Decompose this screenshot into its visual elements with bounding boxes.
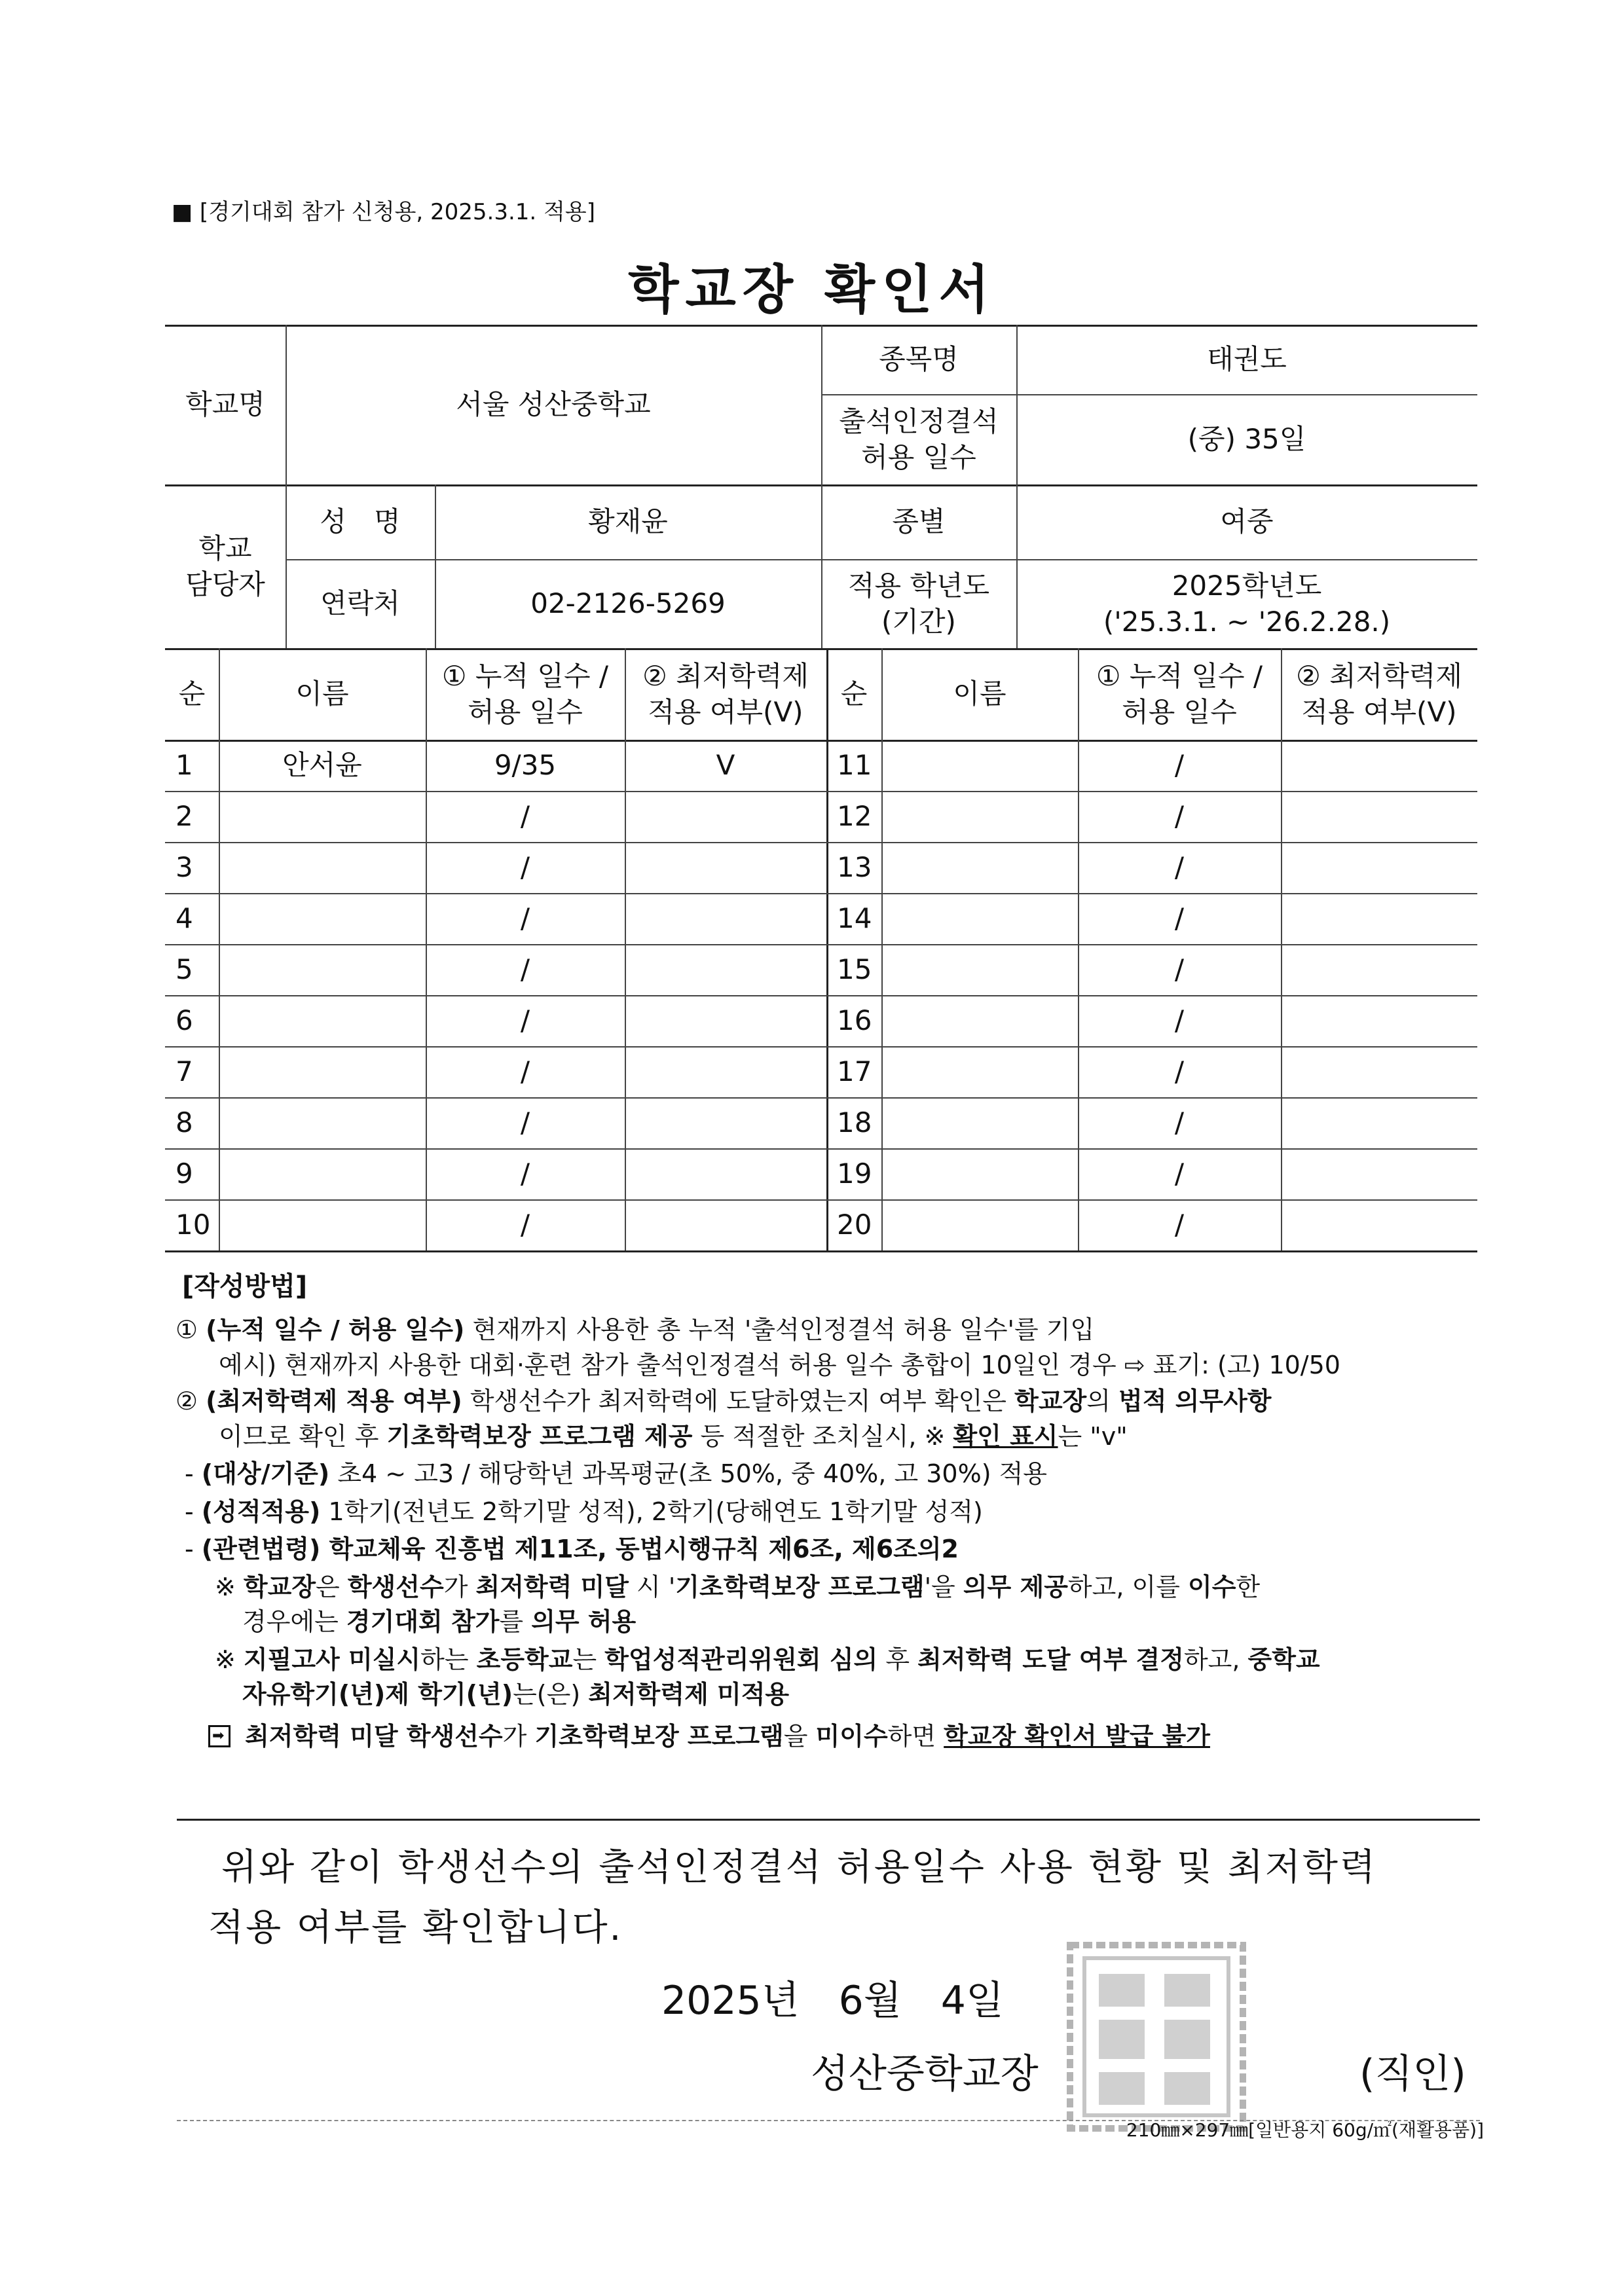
cumulative-days: / xyxy=(520,1209,530,1241)
athlete-name xyxy=(219,1046,426,1097)
note-1-example: 예시) 현재까지 사용한 대회·훈련 참가 출석인정결석 허용 일수 총합이 10일인 경우 ⇨ 표기: (고) 10/50 xyxy=(219,1350,1340,1379)
category-value: 여중 xyxy=(1220,505,1274,538)
athlete-name xyxy=(219,842,426,893)
min-academic-check xyxy=(625,944,826,995)
row-number: 10 xyxy=(175,1209,211,1241)
cumulative-days: / xyxy=(520,1106,530,1139)
min-academic-check xyxy=(1281,791,1477,842)
row-number: 16 xyxy=(837,1004,872,1037)
athlete-name xyxy=(881,1148,1078,1199)
min-academic-check xyxy=(1281,1097,1477,1148)
athlete-name xyxy=(881,995,1078,1046)
row-number: 13 xyxy=(837,851,872,884)
contact-value: 02-2126-5269 xyxy=(530,587,726,620)
cumulative-days: / xyxy=(1174,953,1185,986)
min-academic-check xyxy=(1281,842,1477,893)
row-number: 2 xyxy=(175,800,193,833)
cumulative-days: / xyxy=(1174,1106,1185,1139)
contact-label: 연락처 xyxy=(320,587,400,620)
allowed-days-label: 출석인정결석 허용 일수 xyxy=(839,405,999,473)
min-academic-check xyxy=(625,893,826,944)
instructions-heading: [작성방법] xyxy=(182,1271,308,1302)
athlete-name xyxy=(219,1199,426,1250)
athlete-name xyxy=(219,1148,426,1199)
category-label: 종별 xyxy=(892,505,946,538)
remark-1-line2: 경우에는 경기대회 참가를 의무 허용 xyxy=(242,1607,637,1636)
athlete-name xyxy=(881,1046,1078,1097)
athlete-name xyxy=(881,842,1078,893)
note-2: ② (최저학력제 적용 여부) 학생선수가 최저학력에 도달하였는지 여부 확인은 학교장의 법적 의무사항 xyxy=(175,1387,1272,1415)
row-number: 12 xyxy=(837,800,872,833)
row-number: 11 xyxy=(837,749,872,782)
row-number: 6 xyxy=(175,1004,193,1037)
issue-date: 2025년 6월 4일 xyxy=(661,1978,1004,2024)
row-number: 17 xyxy=(837,1055,872,1088)
col-header-days: ① 누적 일수 / 허용 일수 xyxy=(441,659,609,728)
manager-name-label: 성 명 xyxy=(320,505,401,538)
note-2-line2: 이므로 확인 후 기초학력보장 프로그램 제공 등 적절한 조치실시, ※ 확인 표시는 "v" xyxy=(219,1421,1128,1451)
cumulative-days: / xyxy=(520,800,530,833)
col-header-no: 순 xyxy=(840,678,868,710)
cumulative-days: / xyxy=(1174,1157,1185,1190)
athlete-name xyxy=(219,791,426,842)
cumulative-days: / xyxy=(520,1004,530,1037)
school-name-value: 서울 성산중학교 xyxy=(456,388,651,421)
min-academic-check xyxy=(1281,740,1477,791)
allowed-days-value: (중) 35일 xyxy=(1187,423,1306,456)
min-academic-check xyxy=(1281,1046,1477,1097)
document-title: 학교장 확인서 xyxy=(628,259,996,320)
col-header-days: ① 누적 일수 / 허용 일수 xyxy=(1096,659,1263,728)
cumulative-days: / xyxy=(520,851,530,884)
min-academic-check xyxy=(625,791,826,842)
school-name-label: 학교명 xyxy=(185,388,265,421)
row-number: 14 xyxy=(837,902,872,935)
col-header-no: 순 xyxy=(178,678,206,710)
applied-year-label: 적용 학년도 (기간) xyxy=(847,569,990,638)
form-usage-tag: ■ [경기대회 참가 신청용, 2025.3.1. 적용] xyxy=(172,199,595,225)
confirmation-line-1: 위와 같이 학생선수의 출석인정결석 허용일수 사용 현황 및 최저학력 xyxy=(221,1846,1378,1889)
seal-label: (직인) xyxy=(1359,2051,1466,2097)
min-academic-check: V xyxy=(716,749,735,782)
row-number: 1 xyxy=(175,749,193,782)
cumulative-days: / xyxy=(520,1157,530,1190)
row-number: 19 xyxy=(837,1157,872,1190)
athlete-name xyxy=(219,893,426,944)
paper-spec-note: 210㎜×297㎜[일반용지 60g/㎡(재활용품)] xyxy=(1126,2119,1484,2141)
cumulative-days: 9/35 xyxy=(494,749,557,782)
athlete-name xyxy=(219,944,426,995)
athlete-name xyxy=(219,1097,426,1148)
remark-1: ※ 학교장은 학생선수가 최저학력 미달 시 '기초학력보장 프로그램'을 의무 제공하고, 이를 이수한 xyxy=(215,1572,1261,1601)
row-number: 20 xyxy=(837,1209,872,1241)
min-academic-check xyxy=(1281,944,1477,995)
cumulative-days: / xyxy=(520,953,530,986)
row-number: 3 xyxy=(175,851,193,884)
cumulative-days: / xyxy=(520,1055,530,1088)
remark-2-line2: 자유학기(년)제 학기(년)는(은) 최저학력제 미적용 xyxy=(242,1680,790,1709)
row-number: 15 xyxy=(837,953,872,986)
cumulative-days: / xyxy=(1174,1004,1185,1037)
athlete-name xyxy=(881,791,1078,842)
cumulative-days: / xyxy=(1174,800,1185,833)
athlete-name: 안서윤 xyxy=(282,749,362,782)
min-academic-check xyxy=(625,1097,826,1148)
cumulative-days: / xyxy=(520,902,530,935)
detail-target: - (대상/기준) 초4 ~ 고3 / 해당학년 과목평균(초 50%, 중 40%, 고 30%) 적용 xyxy=(185,1459,1048,1488)
athlete-name xyxy=(881,1097,1078,1148)
min-academic-check xyxy=(625,995,826,1046)
applied-year-value: 2025학년도 ('25.3.1. ~ '26.2.28.) xyxy=(1103,569,1391,638)
cumulative-days: / xyxy=(1174,749,1185,782)
confirmation-line-2: 적용 여부를 확인합니다. xyxy=(208,1906,623,1949)
official-seal xyxy=(1066,1941,1247,2132)
notes-divider xyxy=(177,1819,1480,1821)
cumulative-days: / xyxy=(1174,1209,1185,1241)
athlete-name xyxy=(881,944,1078,995)
col-header-min-academic: ② 최저학력제 적용 여부(V) xyxy=(1296,659,1462,728)
min-academic-check xyxy=(625,1046,826,1097)
row-number: 9 xyxy=(175,1157,193,1190)
cumulative-days: / xyxy=(1174,851,1185,884)
detail-laws: - (관련법령) 학교체육 진흥법 제11조, 동법시행규칙 제6조, 제6조의2 xyxy=(185,1535,959,1563)
arrow-box-icon: ➡ xyxy=(208,1725,231,1747)
row-number: 7 xyxy=(175,1055,193,1088)
event-label: 종목명 xyxy=(879,343,959,376)
row-number: 4 xyxy=(175,902,193,935)
min-academic-check xyxy=(625,1148,826,1199)
min-academic-check xyxy=(1281,1199,1477,1250)
row-number: 5 xyxy=(175,953,193,986)
athlete-name xyxy=(219,995,426,1046)
cumulative-days: / xyxy=(1174,1055,1185,1088)
event-value: 태권도 xyxy=(1207,343,1287,376)
remark-2: ※ 지필고사 미실시하는 초등학교는 학업성적관리위원회 심의 후 최저학력 도달 여부 결정하고, 중학교 xyxy=(215,1645,1320,1674)
school-manager-label: 학교 담당자 xyxy=(185,532,265,600)
manager-name-value: 황재윤 xyxy=(588,505,668,538)
warning-line: ➡ 최저학력 미달 학생선수가 기초학력보장 프로그램을 미이수하면 학교장 확인서 발급 불가 xyxy=(208,1721,1479,1753)
col-header-min-academic: ② 최저학력제 적용 여부(V) xyxy=(642,659,809,728)
min-academic-check xyxy=(625,1199,826,1250)
athlete-name xyxy=(881,1199,1078,1250)
cumulative-days: / xyxy=(1174,902,1185,935)
col-header-name: 이름 xyxy=(295,678,349,710)
row-number: 18 xyxy=(837,1106,872,1139)
principal-title: 성산중학교장 xyxy=(811,2051,1039,2097)
detail-grades: - (성적적용) 1학기(전년도 2학기말 성적), 2학기(당해연도 1학기말 성적) xyxy=(185,1497,983,1526)
min-academic-check xyxy=(1281,893,1477,944)
row-number: 8 xyxy=(175,1106,193,1139)
min-academic-check xyxy=(1281,1148,1477,1199)
min-academic-check xyxy=(625,842,826,893)
athlete-name xyxy=(881,740,1078,791)
col-header-name: 이름 xyxy=(953,678,1006,710)
note-1: ① (누적 일수 / 허용 일수) 현재까지 사용한 총 누적 '출석인정결석 허용 일수'를 기입 xyxy=(175,1315,1095,1344)
athlete-name xyxy=(881,893,1078,944)
writing-instructions xyxy=(175,1270,1479,1752)
min-academic-check xyxy=(1281,995,1477,1046)
